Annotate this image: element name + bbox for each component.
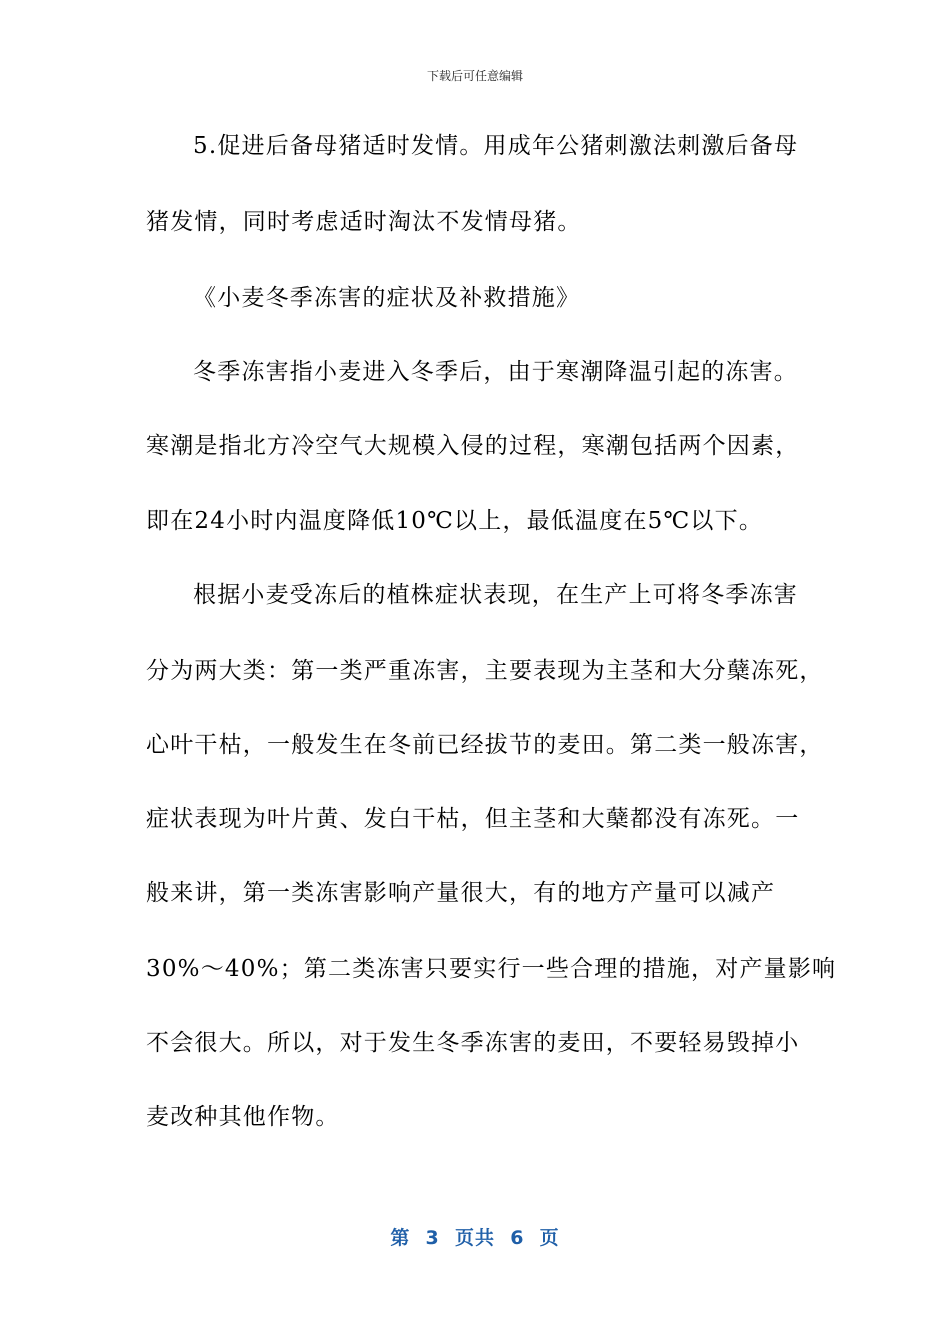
paragraph-line: 根据小麦受冻后的植株症状表现，在生产上可将冬季冻害 [193,582,798,608]
paragraph-line: 般来讲，第一类冻害影响产量很大，有的地方产量可以减产 [146,880,776,906]
paragraph-line: 分为两大类：第一类严重冻害，主要表现为主茎和大分蘖冻死， [146,658,824,684]
paragraph-line: 5.促进后备母猪适时发情。用成年公猪刺激法刺激后备母 [193,133,799,159]
article-title: 《小麦冬季冻害的症状及补救措施》 [193,285,581,311]
page-number: 第 3 页共 6 页 [390,1227,560,1249]
paragraph-line: 即在24小时内温度降低10℃以上，最低温度在5℃以下。 [146,508,764,534]
paragraph-line: 30%～40%；第二类冻害只要实行一些合理的措施，对产量影响 [146,956,837,982]
paragraph-line: 冬季冻害指小麦进入冬季后，由于寒潮降温引起的冻害。 [193,359,798,385]
paragraph-line: 寒潮是指北方冷空气大规模入侵的过程，寒潮包括两个因素， [146,433,800,459]
paragraph-line: 症状表现为叶片黄、发白干枯，但主茎和大蘖都没有冻死。一 [146,806,800,832]
paragraph-line: 不会很大。所以，对于发生冬季冻害的麦田，不要轻易毁掉小 [146,1030,800,1056]
page-header: 下载后可任意编辑 [426,69,523,83]
paragraph-line: 麦改种其他作物。 [146,1104,340,1130]
paragraph-line: 猪发情，同时考虑适时淘汰不发情母猪。 [146,209,582,235]
paragraph-line: 心叶干枯，一般发生在冬前已经拔节的麦田。第二类一般冻害， [146,732,824,758]
